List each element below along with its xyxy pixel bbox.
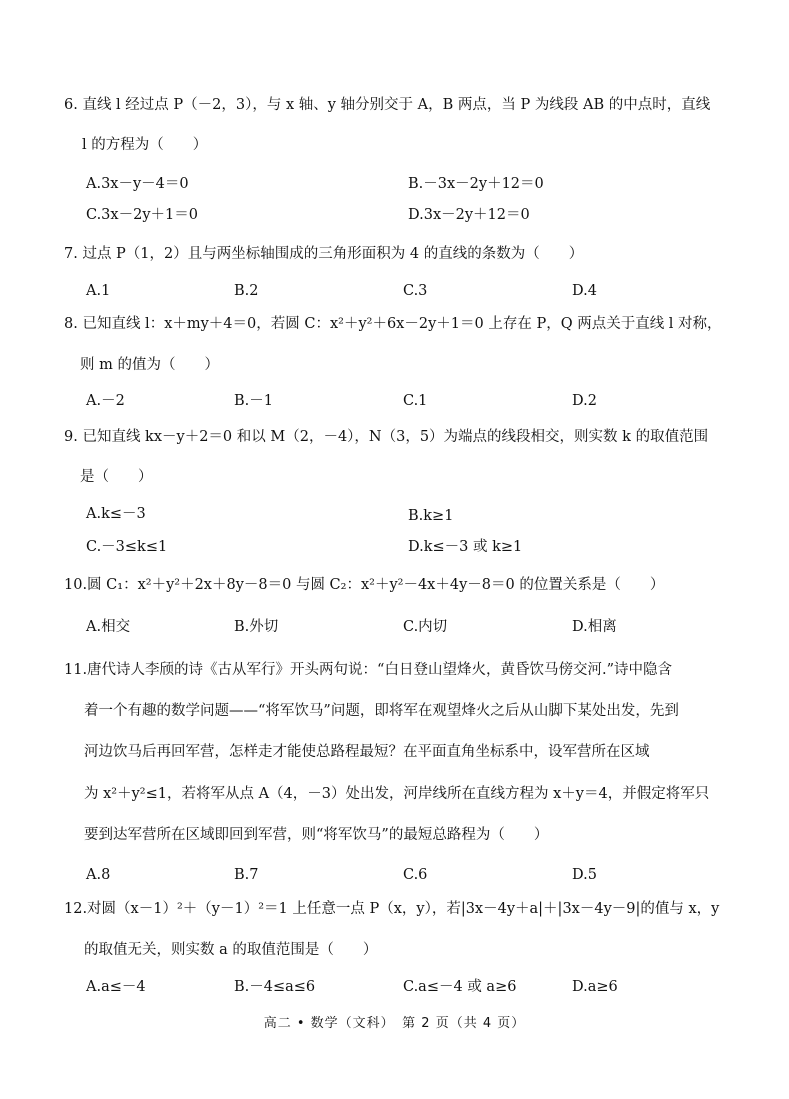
question-stem-line: 则 m 的值为（ ） (80, 357, 219, 373)
option-d: D.3x－2y＋12＝0 (408, 207, 530, 223)
question-stem-line: 河边饮马后再回军营，怎样走才能使总路程最短？在平面直角坐标系中，设军营所在区域 (84, 744, 650, 760)
page-footer: 高二 • 数学（文科） 第 2 页（共 4 页） (263, 1016, 526, 1031)
question-stem-line: 9. 已知直线 kx－y＋2＝0 和以 M（2，－4），N（3，5）为端点的线段相交，则实数 k 的取值范围 (64, 429, 709, 445)
option-c: C.内切 (403, 619, 448, 635)
option-a: A.k≤－3 (86, 506, 146, 522)
question-stem-line: 7. 过点 P（1，2）且与两坐标轴围成的三角形面积为 4 的直线的条数为（ ） (64, 246, 584, 262)
option-c: C.－3≤k≤1 (86, 539, 168, 555)
option-b: B.－3x－2y＋12＝0 (408, 176, 544, 192)
option-d: D.2 (572, 393, 597, 409)
option-c: C.1 (403, 393, 428, 409)
option-b: B.－4≤a≤6 (234, 979, 316, 995)
option-d: D.a≥6 (572, 979, 618, 995)
option-b: B.k≥1 (408, 508, 454, 524)
option-a: A.相交 (86, 619, 131, 635)
question-stem-line: 着一个有趣的数学问题——“将军饮马”问题，即将军在观望烽火之后从山脚下某处出发，先到 (84, 703, 679, 719)
question-stem-line: 11.唐代诗人李颀的诗《古从军行》开头两句说：“白日登山望烽火，黄昏饮马傍交河.”诗中隐含 (64, 662, 672, 678)
option-b: B.2 (234, 283, 259, 299)
option-a: A.8 (86, 867, 111, 883)
option-c: C.3 (403, 283, 428, 299)
question-stem-line: 的取值无关，则实数 a 的取值范围是（ ） (84, 942, 378, 958)
option-c: C.3x－2y＋1＝0 (86, 207, 198, 223)
question-stem-line: 12.对圆（x－1）²＋（y－1）²＝1 上任意一点 P（x，y），若|3x－4y＋a|＋|3x－4y－9|的值与 x，y (64, 901, 720, 917)
question-stem-line: l 的方程为（ ） (82, 137, 208, 153)
option-a: A.a≤－4 (86, 979, 146, 995)
option-b: B.－1 (234, 393, 273, 409)
question-stem-line: 10.圆 C₁：x²＋y²＋2x＋8y－8＝0 与圆 C₂：x²＋y²－4x＋4y－8＝0 的位置关系是（ ） (64, 577, 665, 593)
option-d: D.5 (572, 867, 597, 883)
question-stem-line: 要到达军营所在区域即回到军营，则“将军饮马”的最短总路程为（ ） (84, 827, 549, 843)
option-d: D.4 (572, 283, 597, 299)
option-a: A.3x－y－4＝0 (86, 176, 189, 192)
option-b: B.7 (234, 867, 259, 883)
option-a: A.1 (86, 283, 111, 299)
option-a: A.－2 (86, 393, 125, 409)
option-c: C.a≤－4 或 a≥6 (403, 979, 517, 995)
option-c: C.6 (403, 867, 428, 883)
question-stem-line: 为 x²＋y²≤1，若将军从点 A（4，－3）处出发，河岸线所在直线方程为 x＋y＝4，并假定将军只 (84, 786, 710, 802)
option-d: D.k≤－3 或 k≥1 (408, 539, 523, 555)
question-stem-line: 8. 已知直线 l：x＋my＋4＝0，若圆 C：x²＋y²＋6x－2y＋1＝0 上存在 P，Q 两点关于直线 l 对称， (64, 316, 722, 332)
question-stem-line: 是（ ） (80, 469, 153, 485)
option-b: B.外切 (234, 619, 279, 635)
question-stem-line: 6. 直线 l 经过点 P（－2，3），与 x 轴、y 轴分别交于 A，B 两点，当 P 为线段 AB 的中点时，直线 (64, 97, 711, 113)
option-d: D.相离 (572, 619, 617, 635)
